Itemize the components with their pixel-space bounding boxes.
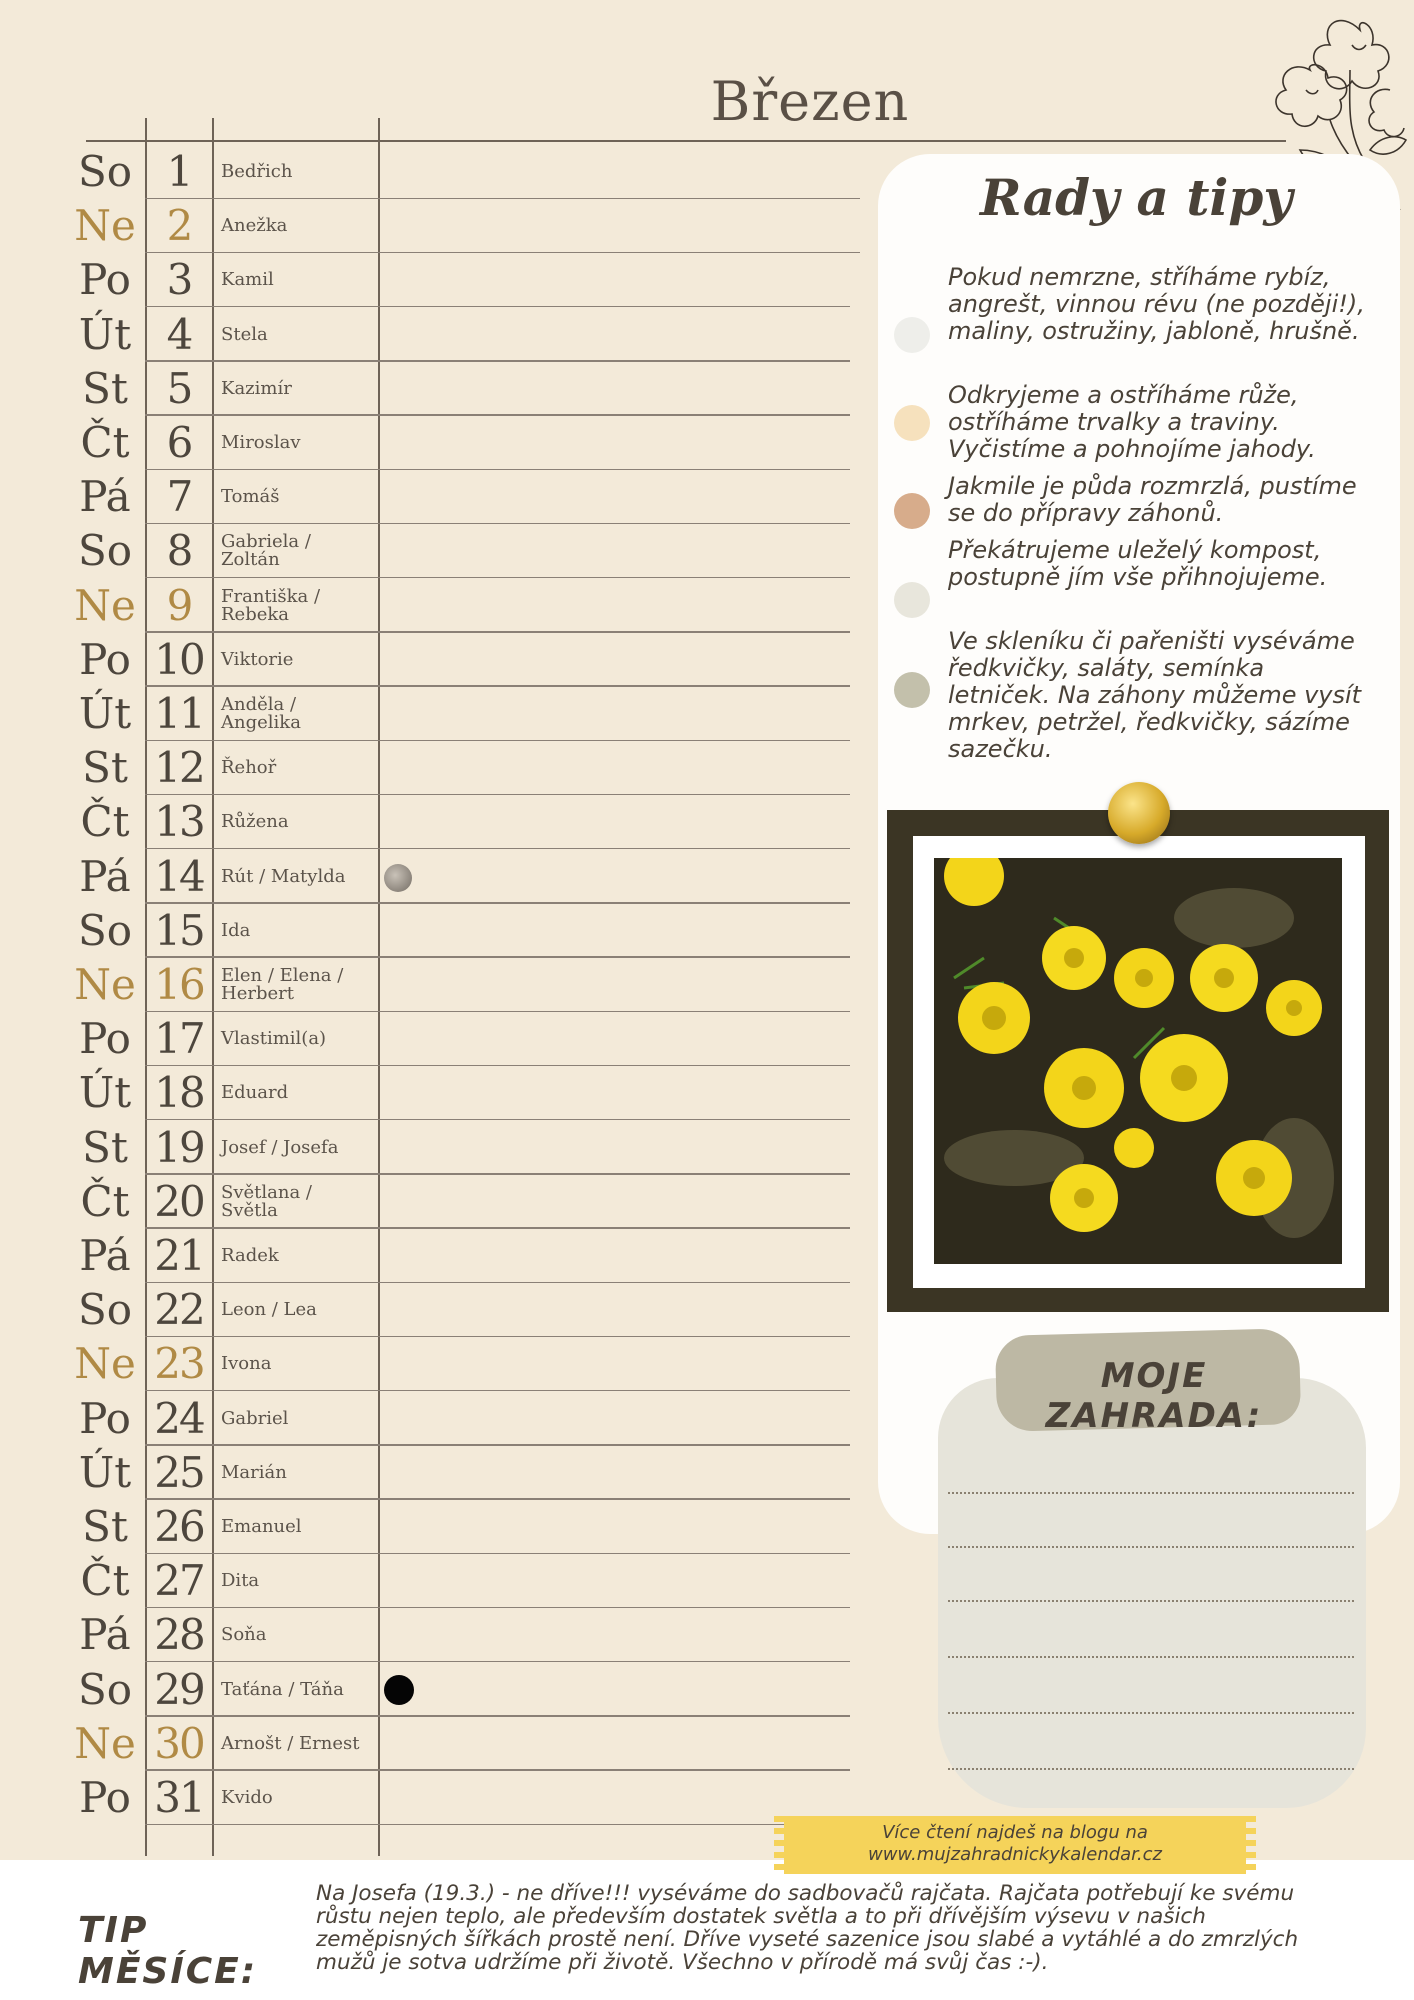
day-name: Čt <box>80 1176 130 1226</box>
calendar-row <box>0 850 850 904</box>
day-name: So <box>77 526 133 576</box>
tip-month-label: TIP MĚSÍCE: <box>78 1910 258 1992</box>
day-number: 3 <box>166 255 192 305</box>
day-number: 25 <box>154 1447 204 1497</box>
tip-4: Překátrujeme uleželý kompost, postupně jím vše přihnojujeme. <box>948 536 1328 591</box>
calendar-row <box>0 145 860 199</box>
title-rule <box>86 140 1286 142</box>
day-number: 6 <box>166 418 192 467</box>
day-name: Ne <box>74 1339 136 1389</box>
calendar-row <box>0 1229 850 1283</box>
day-name: Pá <box>79 472 131 522</box>
day-name: Ne <box>74 1718 136 1768</box>
calendar-row <box>0 1554 850 1608</box>
calendar-row <box>0 958 850 1012</box>
nameday: Kvido <box>221 1787 273 1808</box>
day-number: 29 <box>154 1664 204 1714</box>
tip-dot-3 <box>894 493 930 529</box>
day-number: 30 <box>154 1718 204 1768</box>
day-name: Pá <box>79 1610 131 1660</box>
day-name: Po <box>79 1014 131 1064</box>
nameday: Taťána / Táňa <box>221 1678 344 1700</box>
day-name: St <box>82 743 128 793</box>
tips-title: Rady a tipy <box>980 168 1293 227</box>
blog-link[interactable] <box>784 1822 1246 1866</box>
calendar-row <box>0 1337 850 1391</box>
row-rule <box>145 1824 850 1826</box>
day-number: 16 <box>154 960 204 1009</box>
tip-dot-1 <box>894 317 930 353</box>
calendar-row <box>0 253 850 307</box>
calendar-row <box>0 795 850 849</box>
blog-url: www.mujzahradnickykalendar.cz <box>867 1844 1162 1865</box>
day-name: Pá <box>79 1231 131 1280</box>
day-number: 20 <box>154 1176 204 1226</box>
nameday: Marián <box>221 1461 287 1483</box>
calendar-row <box>0 416 850 470</box>
day-number: 18 <box>154 1068 204 1118</box>
calendar-row <box>0 1066 850 1120</box>
nameday: Kazimír <box>221 377 292 399</box>
day-number: 7 <box>166 472 192 522</box>
nameday: Leon / Lea <box>221 1299 317 1321</box>
day-number: 26 <box>154 1502 204 1551</box>
nameday: Růžena <box>221 811 289 833</box>
nameday: Elen / Elena / Herbert <box>221 965 344 1004</box>
nameday: Rút / Matylda <box>221 865 346 887</box>
day-number: 4 <box>166 309 192 359</box>
calendar-row <box>0 633 850 687</box>
calendar-row <box>0 741 850 795</box>
tip-3: Jakmile je půda rozmrzlá, pustíme se do přípravy záhonů. <box>948 472 1357 527</box>
calendar-row <box>0 1392 850 1446</box>
day-name: Út <box>78 1068 132 1118</box>
nameday: Gabriela / Zoltán <box>221 531 311 571</box>
calendar-row <box>0 1771 850 1825</box>
nameday: Stela <box>221 323 268 345</box>
tip-5: Ve skleníku či pařeništi vyséváme ředkvičky, saláty, semínka letniček. Na záhony můžeme vysít mrkev, petržel, ředkvičky, sázíme sazečku. <box>948 627 1362 763</box>
day-name: Út <box>78 1447 132 1497</box>
day-name: So <box>77 1285 133 1335</box>
day-number: 19 <box>154 1122 204 1172</box>
tip-dot-5 <box>894 672 930 708</box>
tip-month-text: Na Josefa (19.3.) - ne dříve!!! vyséváme do sadbovačů rajčata. Rajčata potřebují ke svému růstu nejen teplo, ale především dostatek světla a to při dřívějším výsevu v našich zeměpisných šířkách prostě není. Dříve vyseté sazenice jsou slabé a vytáhlé a do zmrzlých mužů je sotva udržíme při životě. Všechno v přírodě má svůj čas :-). <box>316 1881 1299 1975</box>
day-number: 15 <box>154 905 204 955</box>
day-number: 21 <box>154 1231 204 1280</box>
tip-1: Pokud nemrzne, stříháme rybíz, angrešt, vinnou révu (ne později!), maliny, ostružiny, jabloně, hrušně. <box>948 263 1365 345</box>
nameday: Ida <box>221 919 251 941</box>
nameday: Vlastimil(a) <box>221 1028 327 1050</box>
day-name: Ne <box>74 960 136 1009</box>
day-number: 14 <box>154 851 204 901</box>
nameday: Řehoř <box>221 757 277 779</box>
calendar-row <box>0 687 850 741</box>
day-number: 27 <box>154 1556 204 1606</box>
day-name: Ne <box>74 201 136 251</box>
calendar-row <box>0 1608 850 1662</box>
calendar-row <box>0 904 850 958</box>
nameday: Miroslav <box>221 432 301 453</box>
day-name: St <box>82 363 128 413</box>
calendar-row <box>0 1175 850 1229</box>
tip-2: Odkryjeme a ostříháme růže, ostříháme trvalky a traviny. Vyčistíme a pohnojíme jahody. <box>948 381 1316 463</box>
day-number: 9 <box>166 580 192 630</box>
calendar-row <box>0 1717 850 1771</box>
garden-notes-area <box>938 1378 1366 1808</box>
calendar-row <box>0 362 850 416</box>
nameday: Gabriel <box>221 1407 289 1429</box>
day-name: Po <box>79 634 131 684</box>
nameday: Radek <box>221 1245 279 1266</box>
nameday: Bedřich <box>221 161 293 182</box>
day-name: Po <box>79 1773 131 1822</box>
nameday: Anežka <box>221 215 288 237</box>
calendar-row <box>0 470 850 524</box>
nameday: Eduard <box>221 1082 289 1104</box>
nameday: Kamil <box>221 269 274 291</box>
day-name: Út <box>78 309 132 359</box>
day-number: 2 <box>166 201 192 251</box>
day-number: 24 <box>154 1393 204 1443</box>
day-number: 12 <box>154 743 204 793</box>
blog-line-1: Více čtení najdeš na blogu na <box>882 1822 1148 1843</box>
day-name: St <box>82 1122 128 1172</box>
nameday: Františka / Rebeka <box>221 585 321 625</box>
day-number: 28 <box>154 1610 204 1660</box>
day-name: So <box>77 905 133 955</box>
day-number: 1 <box>166 147 192 196</box>
day-number: 23 <box>154 1339 204 1389</box>
note-line <box>948 1600 1354 1602</box>
day-number: 8 <box>166 526 192 576</box>
tip-dot-4 <box>894 582 930 618</box>
nameday: Soňa <box>221 1624 267 1646</box>
nameday: Anděla / Angelika <box>221 694 301 733</box>
day-number: 5 <box>166 363 192 413</box>
calendar-row <box>0 199 860 253</box>
day-number: 10 <box>154 634 204 684</box>
day-number: 22 <box>154 1285 204 1335</box>
nameday: Emanuel <box>221 1516 302 1537</box>
nameday: Tomáš <box>221 486 280 508</box>
day-name: St <box>82 1502 128 1551</box>
calendar-row <box>0 1012 850 1066</box>
day-number: 17 <box>154 1014 204 1064</box>
day-name: So <box>77 1664 133 1714</box>
day-name: Pá <box>79 851 131 901</box>
day-name: Po <box>79 1393 131 1443</box>
nameday: Světlana / Světla <box>221 1181 312 1221</box>
note-line <box>948 1546 1354 1548</box>
calendar-row <box>0 308 850 362</box>
calendar-row <box>0 1500 850 1554</box>
garden-label: MOJE ZAHRADA: <box>1045 1356 1263 1436</box>
calendar-row <box>0 1283 850 1337</box>
day-number: 11 <box>154 689 204 738</box>
flower-photo <box>934 858 1342 1264</box>
day-name: Út <box>78 689 132 738</box>
note-line <box>948 1656 1354 1658</box>
yellow-flowers-icon <box>934 858 1342 1264</box>
nameday: Dita <box>221 1570 260 1592</box>
day-name: Čt <box>80 418 130 467</box>
gold-pin-icon <box>1108 782 1170 844</box>
calendar-row <box>0 1121 850 1175</box>
day-name: Čt <box>80 797 130 847</box>
calendar-row <box>0 1446 850 1500</box>
day-name: Čt <box>80 1556 130 1606</box>
note-line <box>948 1768 1354 1770</box>
new-moon-icon <box>384 1675 414 1705</box>
nameday: Ivona <box>221 1353 272 1375</box>
calendar-row <box>0 1663 850 1717</box>
tip-dot-2 <box>894 405 930 441</box>
nameday: Josef / Josefa <box>221 1136 339 1158</box>
calendar-row <box>0 579 850 633</box>
full-moon-icon <box>384 864 412 892</box>
nameday: Viktorie <box>221 648 294 670</box>
calendar-row <box>0 524 850 578</box>
note-line <box>948 1492 1354 1494</box>
month-title: Březen <box>710 70 910 133</box>
nameday: Arnošt / Ernest <box>221 1732 360 1754</box>
note-line <box>948 1712 1354 1714</box>
day-name: So <box>77 147 133 196</box>
day-name: Ne <box>74 580 136 630</box>
day-name: Po <box>79 255 131 305</box>
day-number: 31 <box>154 1773 204 1822</box>
day-number: 13 <box>154 797 204 847</box>
